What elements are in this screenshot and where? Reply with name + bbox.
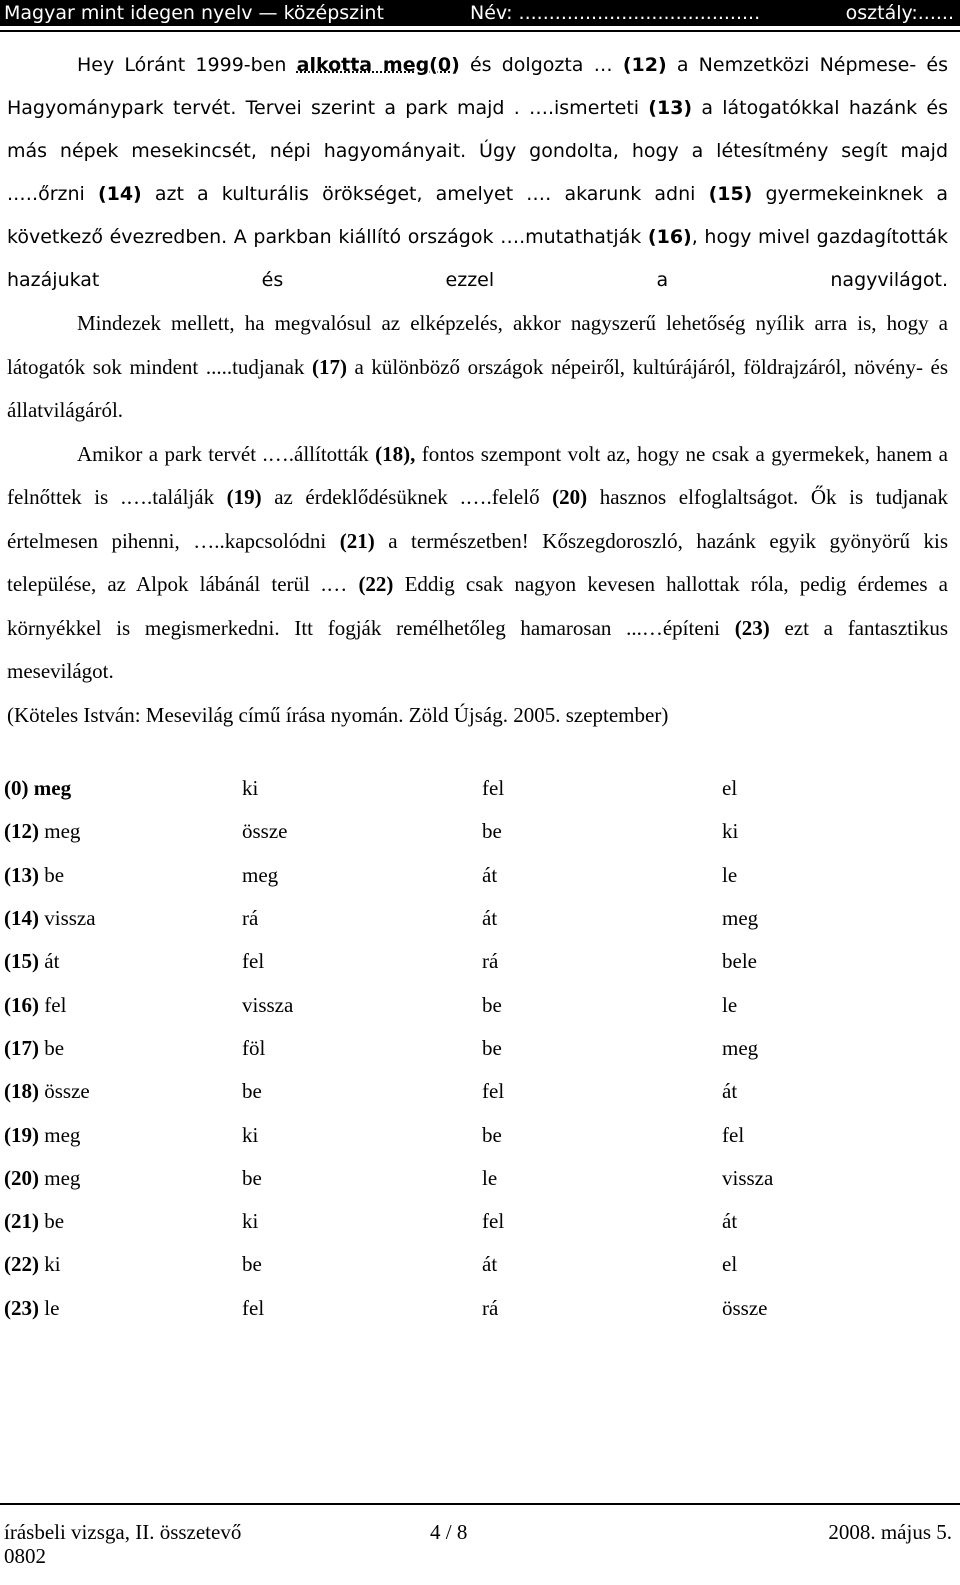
- option-a-word: be: [44, 1035, 65, 1060]
- option-d-word: meg: [722, 906, 759, 931]
- option-b: [242, 767, 482, 810]
- option-a-word: be: [44, 1209, 65, 1234]
- option-a: [4, 1243, 242, 1286]
- option-d-word: el: [722, 776, 738, 801]
- gap-number: (16): [647, 226, 692, 248]
- item-number: (23): [4, 1295, 39, 1320]
- item-number: (19): [4, 1122, 39, 1147]
- footer-exam-part: írásbeli vizsga, II. összetevő: [4, 1520, 242, 1544]
- footer-page-number: 4 / 8: [430, 1520, 468, 1544]
- option-c: [482, 810, 722, 853]
- option-d: [722, 1070, 904, 1113]
- option-c-word: be: [482, 1035, 502, 1060]
- option-b-word: vissza: [242, 992, 294, 1017]
- option-d: [722, 897, 904, 940]
- option-c: [482, 940, 722, 983]
- option-row: [4, 1287, 904, 1330]
- footer-rule: [0, 1503, 960, 1505]
- item-number: (22): [4, 1252, 39, 1277]
- option-b: [242, 1287, 482, 1330]
- gap-number: (13): [648, 97, 693, 119]
- option-c: [482, 1070, 722, 1113]
- option-d-word: át: [722, 1209, 738, 1234]
- option-row: [4, 854, 904, 897]
- option-d: [722, 1027, 904, 1070]
- option-row: [4, 1200, 904, 1243]
- gap-number: (12): [622, 54, 667, 76]
- option-c: [482, 854, 722, 897]
- option-c: [482, 983, 722, 1026]
- header-rule: [0, 30, 960, 32]
- option-a: [4, 897, 242, 940]
- option-row: [4, 1070, 904, 1113]
- option-a-word: meg: [44, 819, 81, 844]
- option-b-word: ki: [242, 1122, 259, 1147]
- option-row: [4, 897, 904, 940]
- option-d: [722, 810, 904, 853]
- option-d: [722, 983, 904, 1026]
- option-a-word: meg: [44, 1122, 81, 1147]
- option-c-word: le: [482, 1165, 498, 1190]
- gap-number: (20): [552, 485, 588, 509]
- option-d: [722, 940, 904, 983]
- gap-number: (19): [226, 485, 262, 509]
- option-a-word: ki: [44, 1252, 61, 1277]
- option-c-word: fel: [482, 1209, 505, 1234]
- option-a-word: meg: [44, 1165, 81, 1190]
- option-c: [482, 1200, 722, 1243]
- item-number: (16): [4, 992, 39, 1017]
- header-exam-title: Magyar mint idegen nyelv — középszint: [4, 2, 384, 24]
- option-c: [482, 1243, 722, 1286]
- item-number: (20): [4, 1165, 39, 1190]
- option-d: [722, 1287, 904, 1330]
- footer-code: 0802: [4, 1544, 46, 1568]
- item-number: (21): [4, 1209, 39, 1234]
- option-b-word: be: [242, 1079, 262, 1104]
- option-a: [4, 1287, 242, 1330]
- option-c-word: fel: [482, 776, 505, 801]
- paragraph-2: Mindezek mellett, ha megvalósul az elképzelés, akkor nagyszerű lehetőség nyílik arra is, hogy a látogatók sok mindent .....tudjanak (17) a különböző országok népeiről, kultúrájáról, földrajzáról, növény- és állatvilágáról.: [7, 311, 948, 422]
- option-a: [4, 983, 242, 1026]
- page-header: [0, 0, 960, 26]
- option-b: [242, 1157, 482, 1200]
- option-c: [482, 1113, 722, 1156]
- item-number: (17): [4, 1035, 39, 1060]
- option-c-word: át: [482, 1252, 498, 1277]
- option-b: [242, 1027, 482, 1070]
- option-b: [242, 1200, 482, 1243]
- option-a: [4, 767, 242, 810]
- option-d-word: fel: [722, 1122, 745, 1147]
- gap-number: (23): [734, 615, 770, 640]
- option-c: [482, 1027, 722, 1070]
- option-b-word: rá: [242, 906, 259, 931]
- gap-number: (22): [358, 572, 394, 596]
- option-c: [482, 767, 722, 810]
- option-d-word: le: [722, 862, 738, 887]
- option-a: [4, 940, 242, 983]
- gap-number: (18),: [375, 441, 416, 466]
- option-d-word: le: [722, 992, 738, 1017]
- option-b: [242, 983, 482, 1026]
- item-number: (18): [4, 1079, 39, 1104]
- option-c-word: be: [482, 992, 502, 1017]
- option-row: [4, 1157, 904, 1200]
- option-d: [722, 767, 904, 810]
- option-b: [242, 1070, 482, 1113]
- exercise-passage: [7, 44, 948, 737]
- source-citation: (Köteles István: Mesevilág című írása nyomán. Zöld Újság. 2005. szeptember): [7, 702, 669, 727]
- option-d: [722, 1113, 904, 1156]
- option-d-word: ki: [722, 819, 739, 844]
- option-row: [4, 767, 904, 810]
- option-a-word: fel: [44, 992, 67, 1017]
- option-b: [242, 940, 482, 983]
- option-b-word: be: [242, 1252, 262, 1277]
- option-a: [4, 854, 242, 897]
- option-c-word: fel: [482, 1079, 505, 1104]
- option-c-word: rá: [482, 1295, 499, 1320]
- item-number: (15): [4, 949, 39, 974]
- paragraph-1: Hey Lóránt 1999-ben alkotta meg(0) és dolgozta … (12) a Nemzetközi Népmese- és Hagyománypark tervét. Tervei szerint a park majd . ….ismerteti (13) a látogatókkal hazánk és más népek mesekincsét, népi hagyományait. Úgy gondolta, hogy a létesítmény segít majd .….őrzni (14) azt a kulturális örökséget, amelyet .… akarunk adni (15) gyermekeinknek a következő évezredben. A parkban kiállító országok ….mutathatják (16), hogy mivel gazdagították hazájukat és ezzel a nagyvilágot.: [7, 54, 948, 291]
- option-d: [722, 1157, 904, 1200]
- option-a-word: meg: [33, 776, 72, 801]
- option-d-word: meg: [722, 1035, 759, 1060]
- option-a-word: le: [44, 1295, 60, 1320]
- option-c: [482, 1157, 722, 1200]
- answer-options-table: [4, 767, 904, 1330]
- option-a: [4, 1157, 242, 1200]
- option-b-word: be: [242, 1165, 262, 1190]
- option-row: [4, 1027, 904, 1070]
- option-row: [4, 810, 904, 853]
- header-class-field: osztály:......: [845, 2, 954, 24]
- item-number: (12): [4, 819, 39, 844]
- option-d: [722, 1200, 904, 1243]
- option-a: [4, 810, 242, 853]
- option-b: [242, 1243, 482, 1286]
- option-c-word: be: [482, 819, 502, 844]
- example-answer: alkotta meg(0): [296, 54, 460, 76]
- option-c: [482, 897, 722, 940]
- paragraph-3: Amikor a park tervét .….állították (18), fontos szempont volt az, hogy ne csak a gyermekek, hanem a felnőttek is .….találják (19) az érdeklődésüknek .….felelő (20) hasznos elfoglaltságot. Ők is tudjanak értelmesen pihenni, …..kapcsolódni (21) a természetben! Kőszegdoroszló, hazánk egyik gyönyörű kis települése, az Alpok lábánál terül .… (22) Eddig csak nagyon kevesen hallottak róla, pedig érdemes a környékkel is megismerkedni. Itt fogják remélhetőleg hamarosan ...…építeni (23) ezt a fantasztikus mesevilágot.: [7, 441, 948, 683]
- option-row: [4, 1243, 904, 1286]
- option-d: [722, 1243, 904, 1286]
- option-a: [4, 1070, 242, 1113]
- option-a: [4, 1200, 242, 1243]
- option-a-word: vissza: [44, 906, 96, 931]
- option-b-word: fel: [242, 1295, 265, 1320]
- option-b: [242, 810, 482, 853]
- option-b: [242, 854, 482, 897]
- option-d-word: bele: [722, 949, 757, 974]
- gap-number: (17): [311, 354, 347, 379]
- option-d-word: el: [722, 1252, 738, 1277]
- option-c-word: be: [482, 1122, 502, 1147]
- option-a-word: össze: [44, 1079, 90, 1104]
- item-number: (14): [4, 906, 39, 931]
- option-b-word: ki: [242, 1209, 259, 1234]
- option-b-word: meg: [242, 862, 279, 887]
- option-row: [4, 940, 904, 983]
- option-c-word: át: [482, 862, 498, 887]
- option-a-word: át: [44, 949, 60, 974]
- option-d: [722, 854, 904, 897]
- gap-number: (21): [339, 528, 375, 553]
- option-row: [4, 1113, 904, 1156]
- option-b: [242, 1113, 482, 1156]
- option-b-word: föl: [242, 1035, 266, 1060]
- option-d-word: vissza: [722, 1165, 774, 1190]
- item-number: (13): [4, 862, 39, 887]
- option-b-word: ki: [242, 776, 259, 801]
- header-name-field: Név: ........................................: [470, 2, 761, 24]
- option-b-word: fel: [242, 949, 265, 974]
- option-a-word: be: [44, 862, 65, 887]
- gap-number: (15): [708, 183, 753, 205]
- option-c-word: rá: [482, 949, 499, 974]
- gap-number: (14): [97, 183, 142, 205]
- option-d-word: össze: [722, 1295, 768, 1320]
- option-b: [242, 897, 482, 940]
- option-c: [482, 1287, 722, 1330]
- option-row: [4, 983, 904, 1026]
- item-number: (0): [4, 776, 29, 801]
- option-a: [4, 1027, 242, 1070]
- footer-date: 2008. május 5.: [828, 1520, 952, 1544]
- option-b-word: össze: [242, 819, 288, 844]
- option-c-word: át: [482, 906, 498, 931]
- option-d-word: át: [722, 1079, 738, 1104]
- option-a: [4, 1113, 242, 1156]
